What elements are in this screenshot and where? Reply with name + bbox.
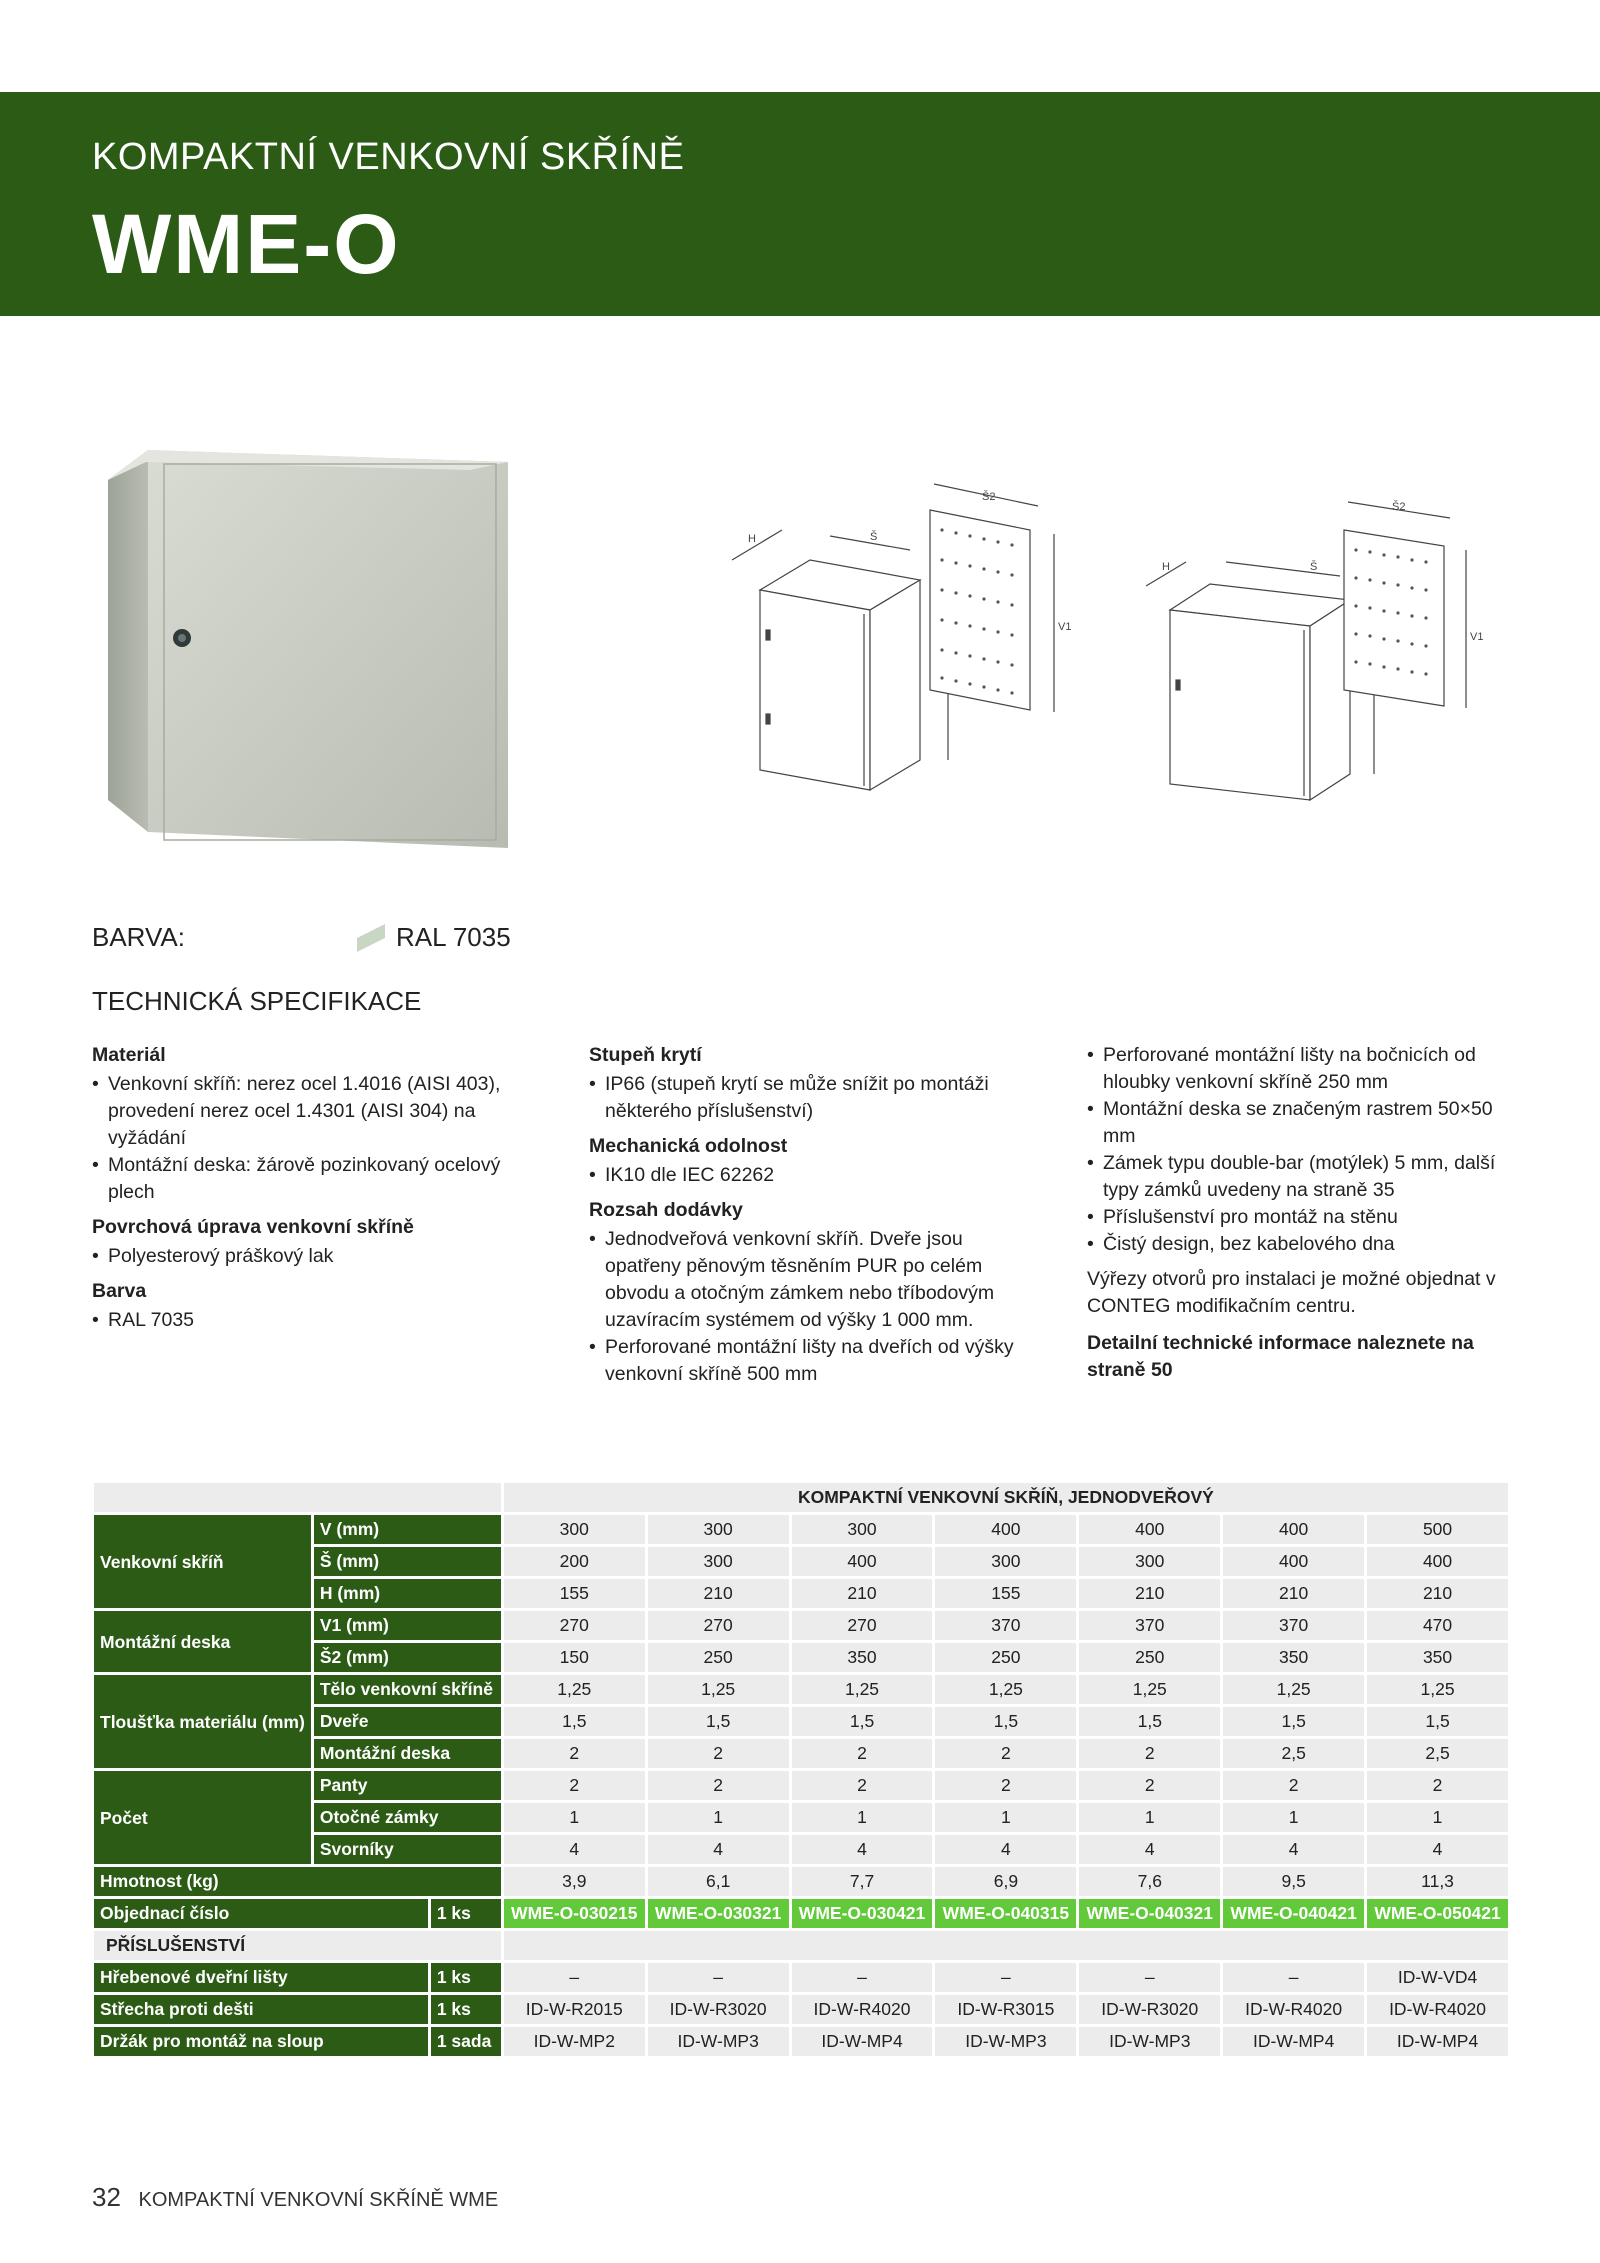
- row-label: Dveře: [314, 1707, 501, 1736]
- table-cell: 150: [504, 1643, 645, 1672]
- dim-h-label-2: H: [1162, 561, 1170, 573]
- table-cell: 400: [792, 1547, 933, 1576]
- table-cell: 1,25: [1367, 1675, 1508, 1704]
- row-group-label: Montážní deska: [94, 1611, 311, 1672]
- table-cell: 2: [1079, 1771, 1220, 1800]
- table-cell: 470: [1367, 1611, 1508, 1640]
- table-cell: ID-W-R4020: [792, 1995, 933, 2024]
- table-cell: 250: [648, 1643, 789, 1672]
- table-cell: 4: [1223, 1835, 1364, 1864]
- table-caption-row: [94, 1483, 1508, 1512]
- table-cell: ID-W-R3020: [648, 1995, 789, 2024]
- table-cell: 2: [504, 1771, 645, 1800]
- table-cell: –: [1223, 1963, 1364, 1992]
- accessory-row: [94, 1963, 1508, 1992]
- spec-heading: Rozsah dodávky: [589, 1199, 743, 1221]
- table-cell: 155: [935, 1579, 1076, 1608]
- order-number: WME-O-040321: [1079, 1899, 1220, 1928]
- table-cell: 300: [648, 1547, 789, 1576]
- table-cell: ID-W-MP3: [648, 2027, 789, 2056]
- table-cell: 1: [648, 1803, 789, 1832]
- table-cell: 1: [1367, 1803, 1508, 1832]
- table-cell: 9,5: [1223, 1867, 1364, 1896]
- table-cell: ID-W-R3020: [1079, 1995, 1220, 2024]
- dim-v1-label-2: V1: [1470, 631, 1484, 643]
- table-cell: 270: [792, 1611, 933, 1640]
- row-group-label: Počet: [94, 1771, 311, 1864]
- row-label: Montážní deska: [314, 1739, 501, 1768]
- row-label: Hmotnost (kg): [94, 1867, 501, 1896]
- technical-drawing-1: [720, 470, 1080, 810]
- spec-heading: Mechanická odolnost: [589, 1135, 788, 1157]
- order-number: WME-O-030421: [792, 1899, 933, 1928]
- table-cell: 2: [504, 1739, 645, 1768]
- table-cell: 2: [648, 1771, 789, 1800]
- table-cell: 4: [648, 1835, 789, 1864]
- table-cell: 400: [935, 1515, 1076, 1544]
- spec-paragraph-bold: Detailní technické informace naleznete na straně 50: [1087, 1332, 1474, 1381]
- table-cell: 1,25: [792, 1675, 933, 1704]
- unit-label: 1 ks: [431, 1995, 501, 2024]
- table-cell: 1,5: [792, 1707, 933, 1736]
- table-cell: 400: [1223, 1515, 1364, 1544]
- row-label: Svorníky: [314, 1835, 501, 1864]
- order-number: WME-O-040421: [1223, 1899, 1364, 1928]
- order-number: WME-O-040315: [935, 1899, 1076, 1928]
- table-cell: 2: [792, 1771, 933, 1800]
- technical-drawing-2: [1130, 470, 1490, 810]
- table-cell: 1,5: [648, 1707, 789, 1736]
- header-subtitle: KOMPAKTNÍ VENKOVNÍ SKŘÍNĚ: [92, 136, 685, 178]
- spec-bullet: • Venkovní skříň: nerez ocel 1.4016 (AISI 403), provedení nerez ocel 1.4301 (AISI 304) na vyžádání: [92, 1071, 522, 1152]
- row-label: V (mm): [314, 1515, 501, 1544]
- table-cell: 1: [504, 1803, 645, 1832]
- table-cell: 210: [1079, 1579, 1220, 1608]
- table-cell: 1,25: [1079, 1675, 1220, 1704]
- spec-bullet: • Polyesterový práškový lak: [92, 1243, 522, 1270]
- spec-title: TECHNICKÁ SPECIFIKACE: [92, 986, 422, 1016]
- accessories-header-row: [94, 1931, 1508, 1960]
- table-caption-spacer: [94, 1483, 501, 1512]
- table-cell: 210: [1223, 1579, 1364, 1608]
- table-cell: 1: [792, 1803, 933, 1832]
- table-cell: 350: [792, 1643, 933, 1672]
- color-label: BARVA:: [92, 922, 185, 952]
- row-label: Panty: [314, 1771, 501, 1800]
- dim-h-label: H: [748, 533, 756, 545]
- table-cell: 270: [648, 1611, 789, 1640]
- table-cell: 1,5: [504, 1707, 645, 1736]
- row-label: Tělo venkovní skříně: [314, 1675, 501, 1704]
- table-cell: 350: [1367, 1643, 1508, 1672]
- color-value: RAL 7035: [396, 922, 511, 952]
- product-title: WME-O: [92, 197, 401, 291]
- table-cell: –: [504, 1963, 645, 1992]
- table-cell: 400: [1367, 1547, 1508, 1576]
- table-cell: 210: [792, 1579, 933, 1608]
- dim-v1-label: V1: [1058, 621, 1072, 633]
- table-cell: 3,9: [504, 1867, 645, 1896]
- row-label: Objednací číslo: [94, 1899, 428, 1928]
- spec-bullet: • Perforované montážní lišty na bočnicích od hloubky venkovní skříně 250 mm: [1087, 1042, 1517, 1096]
- accessories-header-spacer: [504, 1931, 1508, 1960]
- table-cell: 1: [1223, 1803, 1364, 1832]
- table-row: [94, 1515, 1508, 1544]
- spec-bullet: • RAL 7035: [92, 1307, 522, 1334]
- spec-heading: Materiál: [92, 1044, 166, 1066]
- row-label: V1 (mm): [314, 1611, 501, 1640]
- product-photo: [100, 440, 510, 860]
- table-cell: ID-W-MP4: [1367, 2027, 1508, 2056]
- table-caption: KOMPAKTNÍ VENKOVNÍ SKŘÍŇ, JEDNODVEŘOVÝ: [504, 1483, 1508, 1512]
- table-cell: 2: [935, 1771, 1076, 1800]
- unit-label: 1 ks: [431, 1963, 501, 1992]
- dim-s2-label: Š2: [982, 491, 996, 503]
- table-cell: 300: [935, 1547, 1076, 1576]
- table-cell: 4: [504, 1835, 645, 1864]
- footer: [92, 2182, 498, 2213]
- spec-bullet: • Příslušenství pro montáž na stěnu: [1087, 1204, 1517, 1231]
- spec-column-1: [92, 1042, 522, 1342]
- table-cell: 4: [1079, 1835, 1220, 1864]
- table-cell: 7,6: [1079, 1867, 1220, 1896]
- table-cell: ID-W-R4020: [1223, 1995, 1364, 2024]
- table-cell: 270: [504, 1611, 645, 1640]
- table-cell: 4: [1367, 1835, 1508, 1864]
- row-label: Otočné zámky: [314, 1803, 501, 1832]
- spec-bullet: • Zámek typu double-bar (motýlek) 5 mm, další typy zámků uvedeny na straně 35: [1087, 1150, 1517, 1204]
- table-cell: –: [792, 1963, 933, 1992]
- spec-column-3: [1087, 1042, 1517, 1394]
- table-row: [94, 1675, 1508, 1704]
- dim-s2-label-2: Š2: [1392, 501, 1406, 513]
- table-cell: 250: [1079, 1643, 1220, 1672]
- table-cell: 400: [1079, 1515, 1220, 1544]
- header-banner: [0, 92, 1600, 316]
- table-cell: ID-W-R3015: [935, 1995, 1076, 2024]
- table-cell: 11,3: [1367, 1867, 1508, 1896]
- unit-label: 1 ks: [431, 1899, 501, 1928]
- table-cell: 2: [792, 1739, 933, 1768]
- spec-column-2: [589, 1042, 1019, 1396]
- table-cell: 300: [792, 1515, 933, 1544]
- table-cell: ID-W-MP4: [1223, 2027, 1364, 2056]
- table-cell: 1,5: [935, 1707, 1076, 1736]
- table-cell: 2,5: [1367, 1739, 1508, 1768]
- table-cell: 6,1: [648, 1867, 789, 1896]
- table-cell: 250: [935, 1643, 1076, 1672]
- table-cell: ID-W-MP4: [792, 2027, 933, 2056]
- table-cell: 300: [648, 1515, 789, 1544]
- spec-bullet: • IK10 dle IEC 62262: [589, 1162, 1019, 1189]
- row-group-label: Venkovní skříň: [94, 1515, 311, 1608]
- table-cell: –: [935, 1963, 1076, 1992]
- spec-paragraph: Výřezy otvorů pro instalaci je možné objednat v CONTEG modifikačním centru.: [1087, 1268, 1496, 1317]
- table-cell: 1,25: [1223, 1675, 1364, 1704]
- table-cell: 155: [504, 1579, 645, 1608]
- table-cell: ID-W-R4020: [1367, 1995, 1508, 2024]
- table-cell: –: [1079, 1963, 1220, 1992]
- color-row: [92, 918, 692, 958]
- table-cell: 1,5: [1223, 1707, 1364, 1736]
- table-cell: 2,5: [1223, 1739, 1364, 1768]
- order-number: WME-O-050421: [1367, 1899, 1508, 1928]
- table-cell: 200: [504, 1547, 645, 1576]
- table-cell: ID-W-MP3: [1079, 2027, 1220, 2056]
- table-cell: ID-W-VD4: [1367, 1963, 1508, 1992]
- row-label: Š (mm): [314, 1547, 501, 1576]
- spec-bullet: • Čistý design, bez kabelového dna: [1087, 1231, 1517, 1258]
- accessories-label: PŘÍSLUŠENSTVÍ: [94, 1931, 501, 1960]
- table-cell: 1,25: [504, 1675, 645, 1704]
- table-cell: 1,25: [935, 1675, 1076, 1704]
- accessory-row: [94, 2027, 1508, 2056]
- table-cell: ID-W-MP3: [935, 2027, 1076, 2056]
- spec-bullet: • Jednodveřová venkovní skříň. Dveře jsou opatřeny pěnovým těsněním PUR po celém obvodu a otočným zámkem nebo tříbodovým uzavíracím systémem od výšky 1 000 mm.: [589, 1226, 1019, 1334]
- order-number: WME-O-030321: [648, 1899, 789, 1928]
- dim-s-label-2: Š: [1310, 561, 1318, 573]
- table-cell: 2: [1367, 1771, 1508, 1800]
- table-cell: 210: [1367, 1579, 1508, 1608]
- row-label: Střecha proti dešti: [94, 1995, 428, 2024]
- spec-bullet: • IP66 (stupeň krytí se může snížit po montáži některého příslušenství): [589, 1071, 1019, 1125]
- table-cell: –: [648, 1963, 789, 1992]
- row-label: H (mm): [314, 1579, 501, 1608]
- row-label: Držák pro montáž na sloup: [94, 2027, 428, 2056]
- table-row: [94, 1611, 1508, 1640]
- table-cell: 210: [648, 1579, 789, 1608]
- row-label: Hřebenové dveřní lišty: [94, 1963, 428, 1992]
- table-cell: 2: [1079, 1739, 1220, 1768]
- table-cell: 4: [935, 1835, 1076, 1864]
- unit-label: 1 sada: [431, 2027, 501, 2056]
- table-cell: 370: [1079, 1611, 1220, 1640]
- table-cell: 1,5: [1367, 1707, 1508, 1736]
- spec-heading: Stupeň krytí: [589, 1044, 702, 1066]
- order-number: WME-O-030215: [504, 1899, 645, 1928]
- table-cell: 2: [935, 1739, 1076, 1768]
- spec-table: [91, 1480, 1511, 2059]
- table-cell: 7,7: [792, 1867, 933, 1896]
- table-cell: 370: [1223, 1611, 1364, 1640]
- table-cell: 500: [1367, 1515, 1508, 1544]
- table-cell: 300: [1079, 1547, 1220, 1576]
- table-cell: 370: [935, 1611, 1076, 1640]
- dim-s-label: Š: [870, 531, 878, 543]
- page-number: 32: [92, 2182, 121, 2212]
- table-cell: 1: [1079, 1803, 1220, 1832]
- table-cell: ID-W-R2015: [504, 1995, 645, 2024]
- accessory-row: [94, 1995, 1508, 2024]
- spec-bullet: • Perforované montážní lišty na dveřích od výšky venkovní skříně 500 mm: [589, 1334, 1019, 1388]
- table-cell: 400: [1223, 1547, 1364, 1576]
- spec-bullet: • Montážní deska: žárově pozinkovaný ocelový plech: [92, 1152, 522, 1206]
- table-row: [94, 1771, 1508, 1800]
- row-group-label: Tloušťka materiálu (mm): [94, 1675, 311, 1768]
- color-swatch-icon: [357, 924, 385, 952]
- footer-text: KOMPAKTNÍ VENKOVNÍ SKŘÍNĚ WME: [138, 2189, 499, 2211]
- table-cell: 2: [648, 1739, 789, 1768]
- spec-heading: Barva: [92, 1280, 147, 1302]
- table-cell: 1,5: [1079, 1707, 1220, 1736]
- spec-bullet: • Montážní deska se značeným rastrem 50×50 mm: [1087, 1096, 1517, 1150]
- table-cell: 4: [792, 1835, 933, 1864]
- spec-heading: Povrchová úprava venkovní skříně: [92, 1216, 414, 1238]
- table-cell: 6,9: [935, 1867, 1076, 1896]
- row-label: Š2 (mm): [314, 1643, 501, 1672]
- table-cell: 300: [504, 1515, 645, 1544]
- table-cell: 350: [1223, 1643, 1364, 1672]
- order-row: [94, 1899, 1508, 1928]
- weight-row: [94, 1867, 1508, 1896]
- table-cell: 1: [935, 1803, 1076, 1832]
- table-cell: 1,25: [648, 1675, 789, 1704]
- table-cell: 2: [1223, 1771, 1364, 1800]
- table-cell: ID-W-MP2: [504, 2027, 645, 2056]
